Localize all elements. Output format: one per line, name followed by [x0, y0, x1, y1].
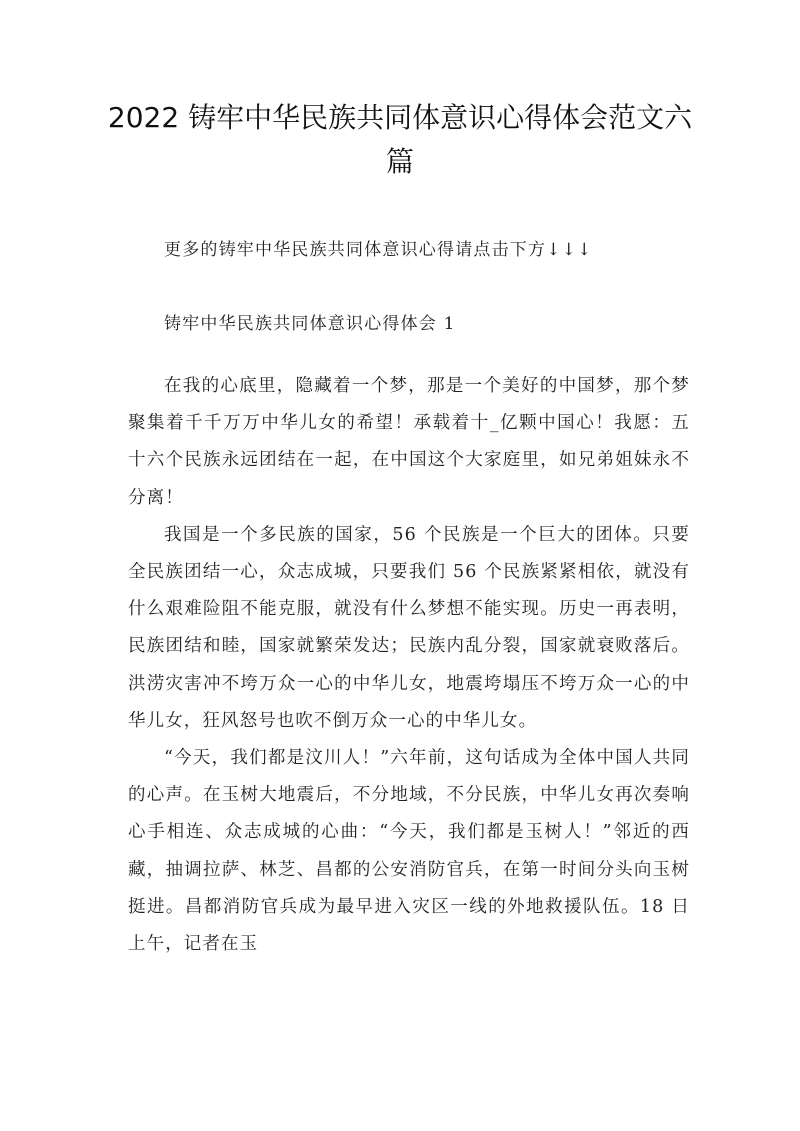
paragraph: 在我的心底里，隐藏着一个梦，那是一个美好的中国梦，那个梦聚集着千千万万中华儿女的希望！承载着十_亿颗中国心！我愿：五十六个民族永远团结在一起，在中国这个大家庭里，如兄弟姐妹永不分离！ [128, 376, 690, 508]
paragraph: “今天，我们都是汶川人！”六年前，这句话成为全体中国人共同的心声。在玉树大地震后，不分地域，不分民族，中华儿女再次奏响心手相连、众志成城的心曲：“今天，我们都是玉树人！”邻近的西藏，抽调拉萨、林芝、昌都的公安消防官兵，在第一时间分头向玉树挺进。昌都消防官兵成为最早进入灾区一线的外地救援队伍。18 日上午，记者在玉 [128, 748, 690, 955]
document-title: 2022 铸牢中华民族共同体意识心得体会范文六篇 [107, 101, 693, 178]
document-body [128, 368, 690, 963]
intro-text: 更多的铸牢中华民族共同体意识心得请点击下方↓↓↓ [164, 240, 593, 260]
section-heading: 铸牢中华民族共同体意识心得体会 1 [164, 314, 456, 334]
paragraph: 我国是一个多民族的国家，56 个民族是一个巨大的团体。只要全民族团结一心，众志成城，只要我们 56 个民族紧紧相依，就没有什么艰难险阻不能克服，就没有什么梦想不能实现。历史一再表明，民族团结和睦，国家就繁荣发达；民族内乱分裂，国家就衰败落后。洪涝灾害冲不垮万众一心的中华儿女，地震垮塌压不垮万众一心的中华儿女，狂风怒号也吹不倒万众一心的中华儿女。 [128, 524, 690, 731]
